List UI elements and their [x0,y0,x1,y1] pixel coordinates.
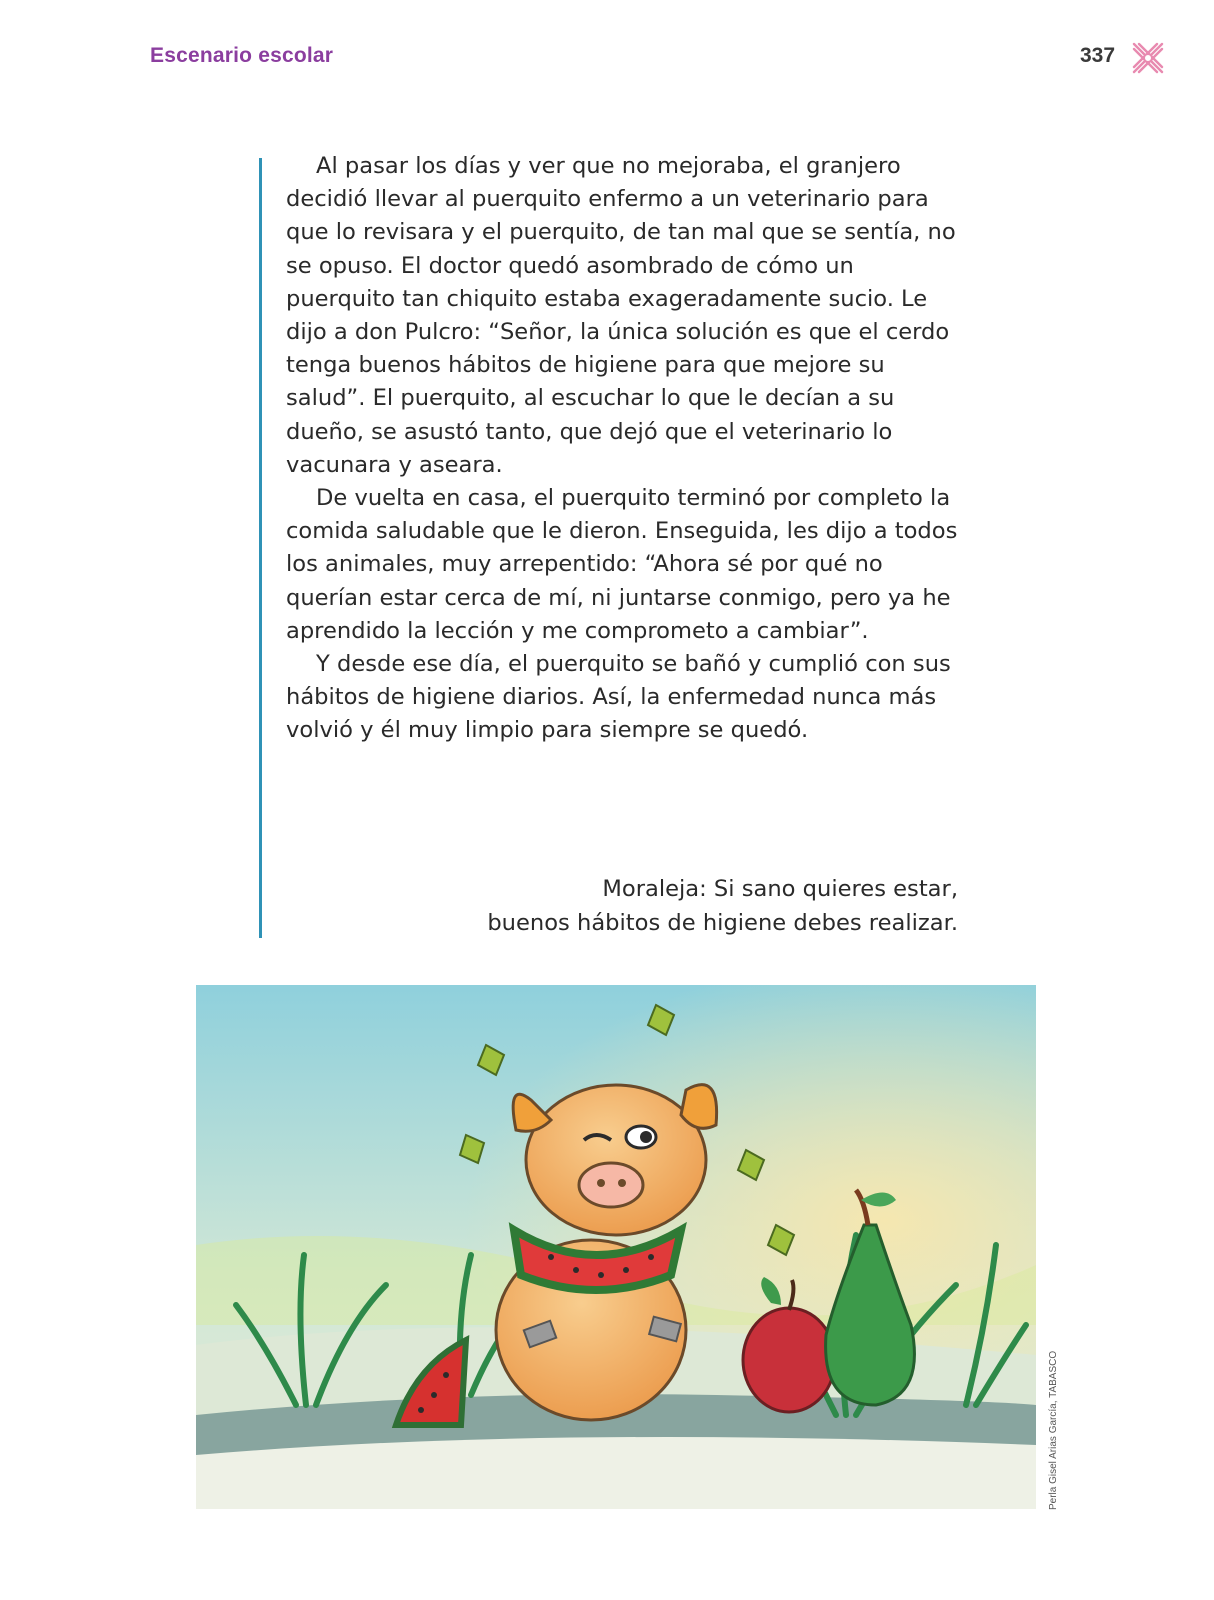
story-text [286,150,958,748]
moral-line: buenos hábitos de higiene debes realizar. [487,910,958,936]
moral [380,872,958,940]
illustration-credit: Perla Gisel Arias García, TABASCO [1048,1350,1059,1510]
story-paragraph: De vuelta en casa, el puerquito terminó por completo la comida saludable que le dieron. Enseguida, les dijo a todos los animales, muy arrepentido: “Ahora sé por qué no querían estar cerca de mí, ni juntarse conmigo, pero ya he aprendido la lección y me comprometo a cambiar”. [286,485,958,644]
section-title: Escenario escolar [150,44,334,67]
page-number: 337 [1080,44,1116,67]
moral-line: Moraleja: Si sano quieres estar, [602,876,958,902]
ornament-icon [1128,38,1168,78]
story-illustration [196,985,1036,1509]
text-margin-rule [259,158,262,938]
story-paragraph: Y desde ese día, el puerquito se bañó y cumplió con sus hábitos de higiene diarios. Así, la enfermedad nunca más volvió y él muy limpio para siempre se quedó. [286,651,951,744]
story-paragraph: Al pasar los días y ver que no mejoraba, el granjero decidió llevar al puerquito enfermo a un veterinario para que lo revisara y el puerquito, de tan mal que se sentía, no se opuso. El doctor quedó asombrado de cómo un puerquito tan chiquito estaba exageradamente sucio. Le dijo a don Pulcro: “Señor, la única solución es que el cerdo tenga buenos hábitos de higiene para que mejore su salud”. El puerquito, al escuchar lo que le decían a su dueño, se asustó tanto, que dejó que el veterinario lo vacunara y aseara. [286,153,956,478]
